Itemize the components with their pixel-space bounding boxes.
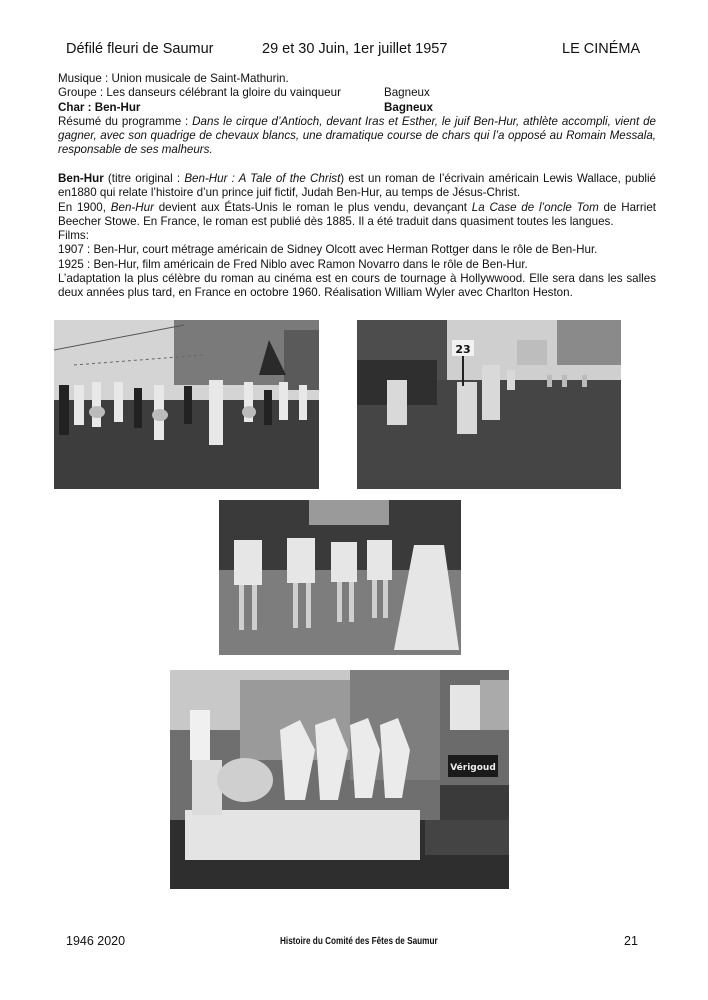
article-text: ) est un roman de l’écrivain américain Lewis Wallace, publié en1880 qui relate l’histoire d’un prince juif fictif, Judah Ben-Hur, au temps de Jésus-Christ. [58,172,656,200]
resume-label: Résumé du programme : [58,114,193,128]
films-label: Films: [58,229,89,243]
footer-years: 1946 2020 [66,934,126,948]
article-italic-title: Ben-Hur [110,200,154,214]
groupe-line [58,86,656,100]
musique-text: Musique : Union musicale de Saint-Mathurin. [58,72,289,85]
film-1907: 1907 : Ben-Hur, court métrage américain de Sidney Olcott avec Herman Rottger dans le rôle de Ben-Hur. [58,243,598,257]
groupe-text: Groupe : Les danseurs célébrant la gloire du vainqueur [58,86,341,100]
resume-text: Dans le cirque d’Antioch, devant Iras et Esther, le juif Ben-Hur, athlète accompli, vient de gagner, avec son quadrige de chevaux blancs, une dramatique course de chars qui l’a opposé au Romain Messala, responsable de ses malheurs. [58,114,656,157]
photo-marching-band [54,320,319,489]
photo-dancers-group [219,500,461,655]
header-dates: 29 et 30 Juin, 1er juillet 1957 [262,41,448,57]
header-title: Défilé fleuri de Saumur [66,41,214,57]
article-original-title: Ben-Hur : A Tale of the Christ [184,172,341,185]
benhur-article [58,172,656,301]
resume-paragraph [58,115,656,158]
header-section: LE CINÉMA [562,41,641,57]
article-paragraph-2 [58,201,656,230]
char-line [58,101,656,115]
article-text: En 1900, [58,200,111,214]
article-text: devient aux États-Unis le roman le plus vendu, devançant [153,200,472,214]
article-paragraph-1 [58,172,656,201]
char-text: Char : Ben-Hur [58,100,141,114]
article-text: (titre original : [103,172,185,185]
photo-dancers-street [357,320,621,489]
number-sign-text: 23 [455,343,471,356]
char-city: Bagneux [384,100,433,114]
photo-benhur-float [170,670,509,889]
groupe-city: Bagneux [384,86,430,100]
musique-line [58,72,656,86]
article-bold-title: Ben-Hur [58,172,104,185]
page-number: 21 [624,934,638,948]
adaptation-paragraph: L’adaptation la plus célèbre du roman au cinéma est en cours de tournage à Hollywwood. Elle sera dans les salles deux années plus tard, en France en octobre 1960. Réalisation William Wyler avec Charlton Heston. [58,272,656,300]
footer-book-title: Histoire du Comité des Fêtes de Saumur [280,936,438,947]
article-text: de Harriet Beecher Stowe. En France, le roman est publié dès 1885. Il a été traduit dans quasiment toutes les langues. [58,200,656,228]
film-1925: 1925 : Ben-Hur, film américain de Fred Niblo avec Ramon Novarro dans le rôle de Ben-Hur. [58,257,528,271]
verigoud-sign-text: Vérigoud [450,763,496,773]
parade-info [58,72,656,158]
article-italic-title: La Case de l’oncle Tom [471,200,599,214]
